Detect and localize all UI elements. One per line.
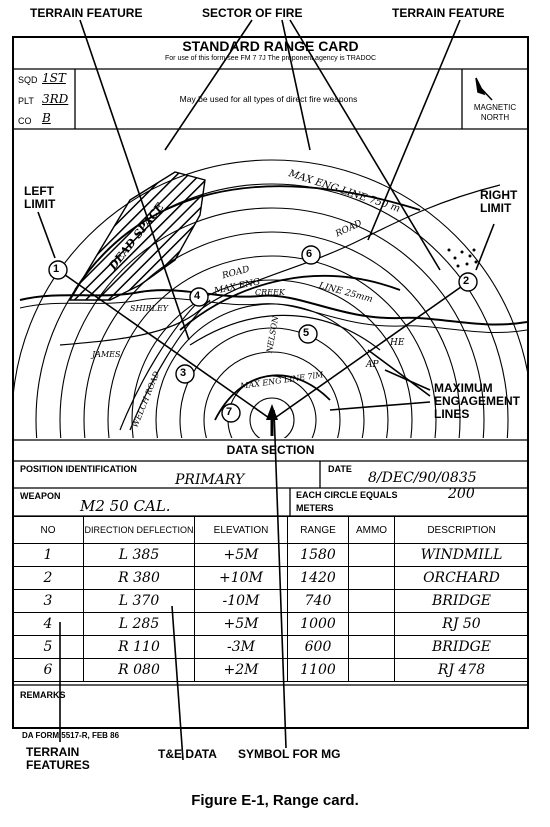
point-4: 4 bbox=[194, 290, 201, 302]
sqd-label: SQD bbox=[18, 75, 38, 85]
cell-dir: L 285 bbox=[84, 613, 195, 636]
cell-no: 3 bbox=[13, 590, 84, 613]
col-elevation: ELEVATION bbox=[195, 517, 288, 544]
table-row bbox=[13, 567, 529, 590]
cell-dir: R 380 bbox=[84, 567, 195, 590]
table-row bbox=[13, 590, 529, 613]
col-direction: DIRECTION DEFLECTION bbox=[84, 517, 195, 544]
cell-ammo bbox=[349, 567, 395, 590]
circle-label: EACH CIRCLE EQUALS bbox=[296, 490, 398, 500]
callout-sector-of-fire: SECTOR OF FIRE bbox=[202, 6, 303, 20]
callout-terrain-features: TERRAIN FEATURES bbox=[26, 745, 90, 772]
callout-max-engagement-lines: MAXIMUM ENGAGEMENT LINES bbox=[434, 381, 521, 421]
sqd-value: 1ST bbox=[42, 71, 66, 85]
weapon-value: M2 50 CAL. bbox=[80, 497, 171, 515]
col-no: NO bbox=[13, 517, 84, 544]
cell-elev: +5M bbox=[195, 613, 288, 636]
col-ammo: AMMO bbox=[349, 517, 395, 544]
cell-no: 4 bbox=[13, 613, 84, 636]
welch-road-label: WELCH ROAD bbox=[130, 370, 162, 429]
cell-ammo bbox=[349, 636, 395, 659]
road-mid-label: ROAD bbox=[221, 264, 251, 282]
cell-dir: L 385 bbox=[84, 544, 195, 567]
cell-desc: ORCHARD bbox=[395, 567, 529, 590]
cell-range: 1100 bbox=[288, 659, 349, 682]
he-label: HE bbox=[390, 338, 405, 348]
table-row bbox=[13, 544, 529, 567]
cell-dir: R 110 bbox=[84, 636, 195, 659]
cell-ammo bbox=[349, 613, 395, 636]
line-25mm-label: LINE 25mm bbox=[317, 281, 374, 305]
card-subtitle: For use of this form see FM 7 7J The proponent agency is TRADOC bbox=[165, 55, 376, 62]
cell-elev: +5M bbox=[195, 544, 288, 567]
cell-desc: BRIDGE bbox=[395, 590, 529, 613]
point-7: 7 bbox=[226, 406, 233, 418]
cell-desc: BRIDGE bbox=[395, 636, 529, 659]
callout-right-limit: RIGHT LIMIT bbox=[480, 188, 518, 215]
point-5: 5 bbox=[303, 327, 310, 339]
co-label: CO bbox=[18, 116, 32, 126]
col-range: RANGE bbox=[288, 517, 349, 544]
cell-dir: L 370 bbox=[84, 590, 195, 613]
shirley-label: SHIRLEY bbox=[130, 304, 169, 313]
cell-no: 1 bbox=[13, 544, 84, 567]
cell-desc: RJ 50 bbox=[395, 613, 529, 636]
figure-caption: Figure E-1, Range card. bbox=[191, 792, 359, 809]
table-header-row bbox=[13, 517, 529, 544]
date-value: 8/DEC/90/0835 bbox=[368, 470, 477, 486]
cell-desc: RJ 478 bbox=[395, 659, 529, 682]
cell-desc: WINDMILL bbox=[395, 544, 529, 567]
cell-elev: -3M bbox=[195, 636, 288, 659]
position-label: POSITION IDENTIFICATION bbox=[20, 464, 137, 474]
cell-elev: -10M bbox=[195, 590, 288, 613]
callout-left-limit: LEFT LIMIT bbox=[24, 184, 56, 211]
cell-range: 740 bbox=[288, 590, 349, 613]
card-note: May be used for all types of direct fire weapons bbox=[179, 94, 358, 104]
cell-range: 1420 bbox=[288, 567, 349, 590]
cell-dir: R 080 bbox=[84, 659, 195, 682]
cell-elev: +10M bbox=[195, 567, 288, 590]
data-section-title: DATA SECTION bbox=[226, 443, 315, 457]
weapon-label: WEAPON bbox=[20, 491, 61, 501]
form-id: DA FORM 5517-R, FEB 86 bbox=[22, 731, 120, 740]
cell-no: 6 bbox=[13, 659, 84, 682]
data-table bbox=[12, 516, 529, 682]
co-value: B bbox=[42, 111, 51, 125]
cell-ammo bbox=[349, 590, 395, 613]
cell-range: 600 bbox=[288, 636, 349, 659]
table-row bbox=[13, 613, 529, 636]
plt-value: 3RD bbox=[42, 92, 69, 106]
point-3: 3 bbox=[180, 367, 187, 379]
col-description: DESCRIPTION bbox=[395, 517, 529, 544]
point-1: 1 bbox=[53, 263, 60, 275]
point-6: 6 bbox=[306, 248, 313, 260]
cell-ammo bbox=[349, 544, 395, 567]
callout-symbol-for-mg: SYMBOL FOR MG bbox=[238, 747, 341, 761]
point-2: 2 bbox=[463, 275, 470, 287]
cell-no: 2 bbox=[13, 567, 84, 590]
james-label: JAMES bbox=[92, 350, 121, 359]
position-value: PRIMARY bbox=[175, 472, 245, 488]
circle-value: 200 bbox=[448, 486, 475, 502]
dead-space-label: DEAD SPACE bbox=[106, 200, 167, 273]
table-row bbox=[13, 636, 529, 659]
cell-no: 5 bbox=[13, 636, 84, 659]
date-label: DATE bbox=[328, 464, 352, 474]
callout-terrain-feature-right: TERRAIN FEATURE bbox=[392, 6, 505, 20]
magnetic-north-label: MAGNETIC NORTH bbox=[473, 103, 517, 122]
max-eng-line-top-label: MAX ENG LINE 750 m bbox=[287, 168, 402, 215]
cell-range: 1580 bbox=[288, 544, 349, 567]
cell-range: 1000 bbox=[288, 613, 349, 636]
table-row bbox=[13, 659, 529, 682]
plt-label: PLT bbox=[18, 96, 34, 106]
max-eng-line-low-label: MAX ENG LINE 7lM bbox=[239, 370, 324, 391]
card-title: STANDARD RANGE CARD bbox=[182, 38, 359, 54]
remarks-label: REMARKS bbox=[20, 690, 66, 700]
creek-label: CREEK bbox=[255, 288, 285, 297]
callout-te-data: T&E DATA bbox=[158, 747, 217, 761]
ap-label: AP bbox=[366, 360, 379, 370]
callout-terrain-feature-left: TERRAIN FEATURE bbox=[30, 6, 143, 20]
nelson-label: NELSON bbox=[264, 315, 281, 354]
max-eng-mid-label: MAX ENG bbox=[213, 277, 262, 297]
circle-unit: METERS bbox=[296, 503, 334, 513]
cell-elev: +2M bbox=[195, 659, 288, 682]
road-top-label: ROAD bbox=[334, 218, 364, 240]
cell-ammo bbox=[349, 659, 395, 682]
